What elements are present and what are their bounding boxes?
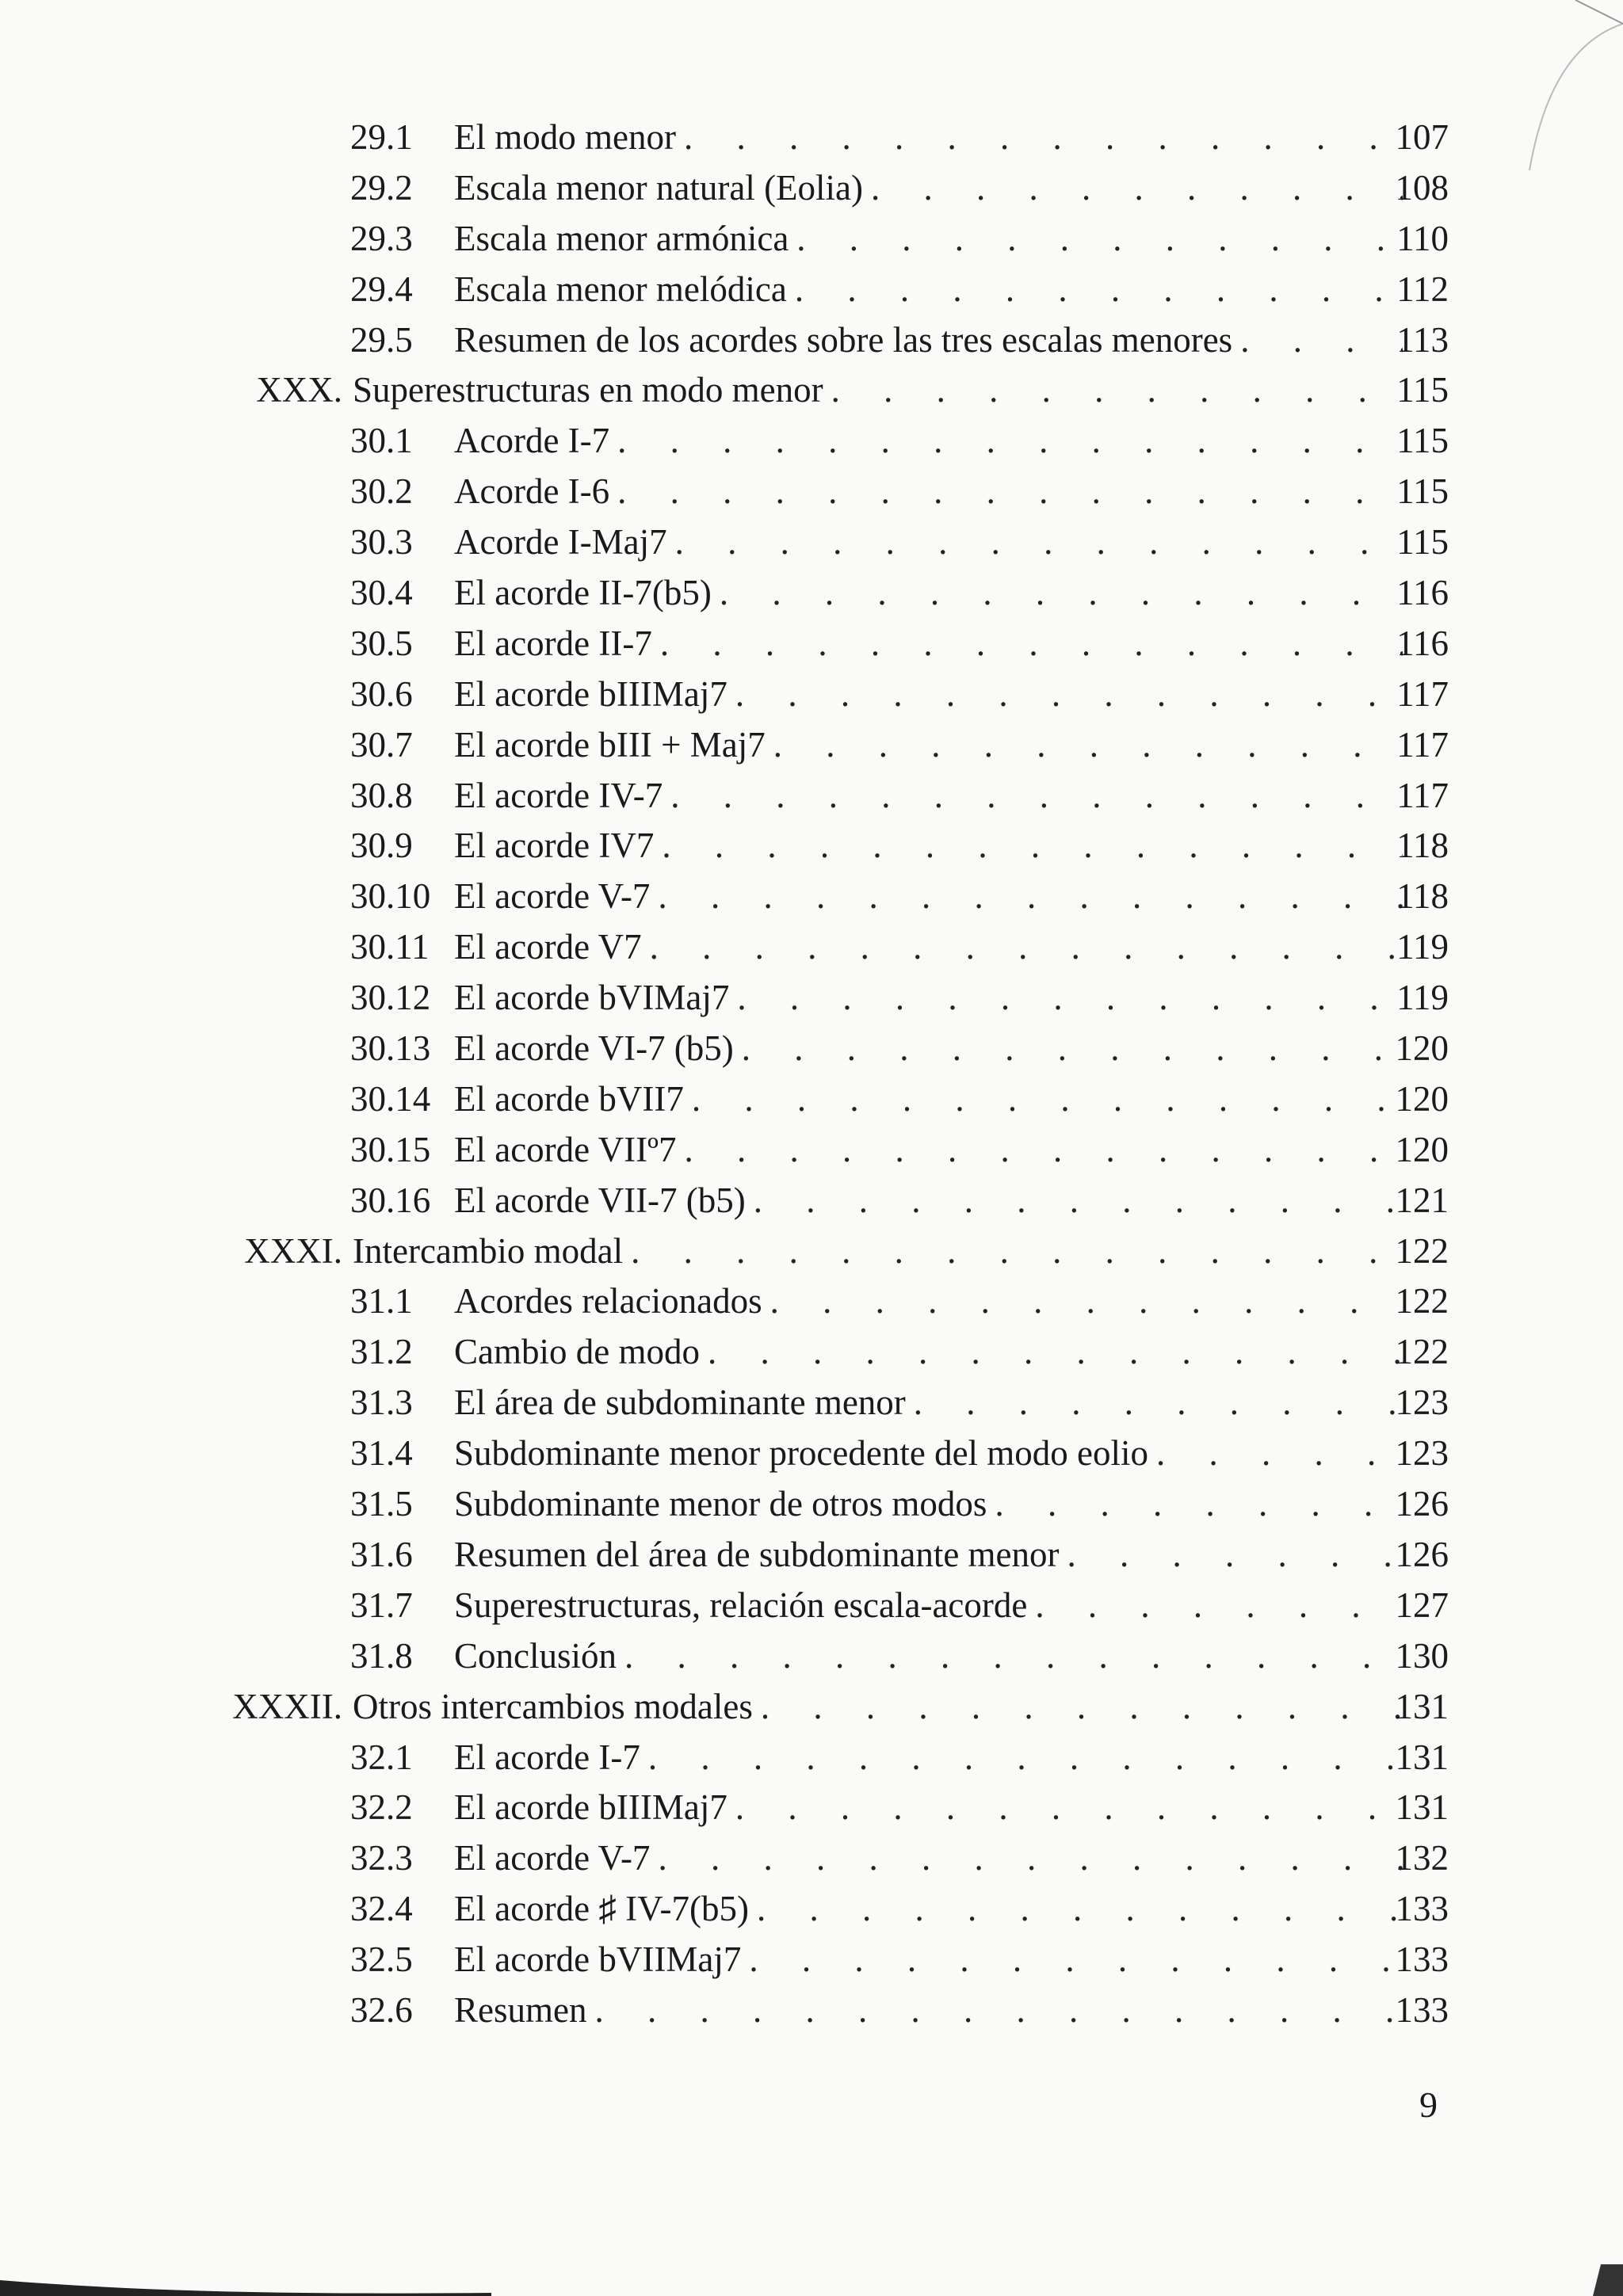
section-number: 29.3 — [350, 218, 413, 258]
page-number: 117 — [1396, 673, 1449, 714]
section-number: 29.1 — [350, 117, 413, 157]
dot-leader — [670, 771, 1403, 822]
section-number: 31.7 — [350, 1585, 413, 1625]
toc-entry[interactable] — [0, 1428, 1623, 1479]
toc-entry[interactable] — [0, 1024, 1623, 1074]
section-number: 29.5 — [350, 319, 413, 360]
table-of-contents — [0, 113, 1623, 2036]
toc-entry[interactable] — [0, 1530, 1623, 1581]
section-number: 30.2 — [350, 471, 413, 512]
section-title: Acorde I-6 — [454, 471, 610, 512]
section-title: El acorde IV7 — [454, 826, 655, 866]
page-number: 115 — [1396, 471, 1449, 512]
dot-leader — [658, 1833, 1403, 1884]
dot-leader — [995, 1479, 1403, 1530]
toc-entry[interactable] — [0, 821, 1623, 871]
section-number: 31.6 — [350, 1534, 413, 1574]
entry-leader — [454, 821, 1403, 871]
toc-entry[interactable] — [0, 669, 1623, 720]
section-title: El acorde V-7 — [454, 1838, 651, 1878]
entry-leader — [454, 1530, 1403, 1581]
page-number: 127 — [1395, 1585, 1449, 1625]
section-number: 30.7 — [350, 724, 413, 765]
page-number: 108 — [1395, 167, 1449, 208]
section-number: 30.9 — [350, 826, 413, 866]
entry-leader — [454, 1783, 1403, 1833]
entry-leader — [454, 1378, 1403, 1428]
page-number: 133 — [1395, 1939, 1449, 1980]
dot-leader — [735, 1783, 1403, 1833]
toc-entry[interactable] — [0, 1935, 1623, 1985]
dot-leader — [1240, 315, 1403, 366]
entry-leader — [454, 669, 1403, 720]
section-title: Escala menor natural (Eolia) — [454, 167, 864, 208]
section-number: 32.2 — [350, 1787, 413, 1828]
section-title: El acorde bVII7 — [454, 1078, 684, 1119]
section-number: 30.12 — [350, 978, 431, 1018]
dot-leader — [631, 1226, 1403, 1277]
toc-entry[interactable] — [0, 365, 1623, 416]
section-number: 29.4 — [350, 269, 413, 309]
section-number: 30.3 — [350, 522, 413, 563]
entry-leader — [454, 1176, 1403, 1226]
section-title: El acorde II-7 — [454, 623, 652, 663]
section-number: 30.10 — [350, 876, 431, 917]
page-number: 115 — [1396, 522, 1449, 563]
dot-leader — [871, 163, 1403, 214]
dot-leader — [684, 113, 1403, 163]
entry-leader — [454, 771, 1403, 822]
entry-leader — [454, 720, 1403, 771]
dot-leader — [660, 619, 1403, 669]
section-title: El acorde I-7 — [454, 1737, 640, 1777]
section-number: 30.14 — [350, 1078, 431, 1119]
section-number: 29.2 — [350, 167, 413, 208]
section-title: El acorde bVIMaj7 — [454, 978, 730, 1018]
section-title: Cambio de modo — [454, 1332, 700, 1372]
section-title: El acorde bIII + Maj7 — [454, 724, 766, 765]
scan-shadow-bottom — [0, 2264, 1623, 2296]
section-title: El acorde VI-7 (b5) — [454, 1028, 734, 1069]
entry-leader — [454, 517, 1403, 568]
section-title: El acorde ♯ IV-7(b5) — [454, 1889, 749, 1929]
section-title: Subdominante menor de otros modos — [454, 1484, 987, 1524]
toc-entry[interactable] — [0, 1327, 1623, 1378]
entry-leader — [454, 1074, 1403, 1125]
section-title: El área de subdominante menor — [454, 1383, 906, 1423]
section-title: El acorde V7 — [454, 927, 642, 967]
dot-leader — [720, 568, 1403, 619]
entry-leader — [454, 973, 1403, 1024]
dot-leader — [735, 669, 1403, 720]
dot-leader — [831, 365, 1403, 416]
page-number: 130 — [1395, 1635, 1449, 1676]
dot-leader — [795, 265, 1403, 315]
section-title: El acorde II-7(b5) — [454, 573, 712, 613]
section-number: XXXI. — [244, 1230, 342, 1271]
section-title: Resumen de los acordes sobre las tres escalas menores — [454, 319, 1233, 360]
entry-leader — [353, 1226, 1403, 1277]
page-number: 123 — [1395, 1433, 1449, 1474]
toc-entry[interactable] — [0, 416, 1623, 467]
toc-entry[interactable] — [0, 619, 1623, 669]
page-number: 123 — [1395, 1383, 1449, 1423]
section-number: 31.5 — [350, 1484, 413, 1524]
entry-leader — [454, 1276, 1403, 1327]
section-title: Superestructuras, relación escala-acorde — [454, 1585, 1028, 1625]
entry-leader — [454, 315, 1403, 366]
page-number: 122 — [1395, 1230, 1449, 1271]
section-title: Acorde I-Maj7 — [454, 522, 667, 563]
page-number: 120 — [1395, 1028, 1449, 1069]
entry-leader — [353, 1682, 1403, 1733]
page-number: 131 — [1395, 1737, 1449, 1777]
toc-entry[interactable] — [0, 1226, 1623, 1277]
section-number: 31.2 — [350, 1332, 413, 1372]
page-folio: 9 — [1419, 2084, 1438, 2125]
toc-entry[interactable] — [0, 1581, 1623, 1631]
toc-entry[interactable] — [0, 922, 1623, 973]
section-number: 31.3 — [350, 1383, 413, 1423]
section-title: Acorde I-7 — [454, 421, 610, 461]
toc-entry[interactable] — [0, 163, 1623, 214]
entry-leader — [454, 1631, 1403, 1682]
toc-entry[interactable] — [0, 467, 1623, 517]
section-number: 32.1 — [350, 1737, 413, 1777]
section-title: Escala menor armónica — [454, 218, 789, 258]
section-number: XXXII. — [232, 1686, 342, 1726]
toc-entry[interactable] — [0, 1985, 1623, 2036]
dot-leader — [770, 1276, 1403, 1327]
page-number: 112 — [1396, 269, 1449, 309]
toc-entry[interactable] — [0, 1479, 1623, 1530]
toc-entry[interactable] — [0, 771, 1623, 822]
toc-entry[interactable] — [0, 720, 1623, 771]
page-number: 131 — [1395, 1787, 1449, 1828]
page-number: 115 — [1396, 370, 1449, 410]
page-number: 117 — [1396, 724, 1449, 765]
entry-leader — [454, 467, 1403, 517]
page-number: 107 — [1395, 117, 1449, 157]
section-title: El acorde V-7 — [454, 876, 651, 917]
toc-entry[interactable] — [0, 1074, 1623, 1125]
dot-leader — [658, 871, 1403, 922]
section-number: 30.8 — [350, 775, 413, 815]
entry-leader — [454, 1733, 1403, 1783]
section-number: 30.4 — [350, 573, 413, 613]
page-number: 119 — [1396, 978, 1449, 1018]
dot-leader — [914, 1378, 1403, 1428]
toc-entry[interactable] — [0, 1125, 1623, 1176]
page-number: 119 — [1396, 927, 1449, 967]
section-title: Subdominante menor procedente del modo eolio — [454, 1433, 1149, 1474]
dot-leader — [650, 922, 1403, 973]
section-number: 31.4 — [350, 1433, 413, 1474]
section-number: 32.6 — [350, 1989, 413, 2030]
section-title: El acorde VIIº7 — [454, 1129, 677, 1169]
page-number: 133 — [1395, 1889, 1449, 1929]
dot-leader — [708, 1327, 1403, 1378]
section-number: 30.11 — [350, 927, 430, 967]
page-number: 115 — [1396, 421, 1449, 461]
page-number: 122 — [1395, 1281, 1449, 1322]
entry-leader — [454, 1985, 1403, 2036]
page-number: 113 — [1396, 319, 1449, 360]
page-number: 126 — [1395, 1484, 1449, 1524]
entry-leader — [454, 1428, 1403, 1479]
page-number: 133 — [1395, 1989, 1449, 2030]
section-title: Escala menor melódica — [454, 269, 787, 309]
section-title: El modo menor — [454, 117, 676, 157]
page-number: 117 — [1396, 775, 1449, 815]
section-title: Otros intercambios modales — [353, 1686, 753, 1726]
page-number: 122 — [1395, 1332, 1449, 1372]
section-title: Resumen del área de subdominante menor — [454, 1534, 1060, 1574]
entry-leader — [454, 1125, 1403, 1176]
entry-leader — [454, 265, 1403, 315]
toc-entry[interactable] — [0, 265, 1623, 315]
page-number: 116 — [1396, 573, 1449, 613]
dot-leader — [662, 821, 1403, 871]
dot-leader — [796, 214, 1403, 265]
toc-entry[interactable] — [0, 1176, 1623, 1226]
dot-leader — [754, 1176, 1403, 1226]
page-number: 120 — [1395, 1129, 1449, 1169]
dot-leader — [761, 1682, 1403, 1733]
section-number: XXX. — [256, 370, 342, 410]
dot-leader — [1156, 1428, 1403, 1479]
entry-leader — [454, 113, 1403, 163]
entry-leader — [454, 619, 1403, 669]
toc-entry[interactable] — [0, 1783, 1623, 1833]
page-number: 131 — [1395, 1686, 1449, 1726]
entry-leader — [454, 1884, 1403, 1935]
section-number: 30.5 — [350, 623, 413, 663]
section-number: 32.4 — [350, 1889, 413, 1929]
dot-leader — [648, 1733, 1403, 1783]
page-curl-edge — [1528, 0, 1623, 174]
section-title: Intercambio modal — [353, 1230, 624, 1271]
entry-leader — [454, 163, 1403, 214]
entry-leader — [454, 1327, 1403, 1378]
page-number: 132 — [1395, 1838, 1449, 1878]
section-title: El acorde VII-7 (b5) — [454, 1180, 746, 1220]
dot-leader — [737, 973, 1403, 1024]
page-number: 126 — [1395, 1534, 1449, 1574]
dot-leader — [617, 416, 1403, 467]
section-title: Acordes relacionados — [454, 1281, 762, 1322]
entry-leader — [454, 1581, 1403, 1631]
page-number: 116 — [1396, 623, 1449, 663]
entry-leader — [454, 1935, 1403, 1985]
dot-leader — [692, 1074, 1403, 1125]
dot-leader — [675, 517, 1403, 568]
section-title: El acorde bIIIMaj7 — [454, 1787, 727, 1828]
section-number: 30.6 — [350, 673, 413, 714]
page-number: 110 — [1396, 218, 1449, 258]
page-number: 121 — [1395, 1180, 1449, 1220]
section-number: 32.5 — [350, 1939, 413, 1980]
section-number: 30.16 — [350, 1180, 431, 1220]
dot-leader — [685, 1125, 1403, 1176]
toc-entry[interactable] — [0, 1884, 1623, 1935]
entry-leader — [353, 365, 1403, 416]
toc-entry[interactable] — [0, 214, 1623, 265]
section-title: Conclusión — [454, 1635, 617, 1676]
toc-entry[interactable] — [0, 315, 1623, 366]
section-number: 32.3 — [350, 1838, 413, 1878]
dot-leader — [624, 1631, 1403, 1682]
entry-leader — [454, 1833, 1403, 1884]
dot-leader — [1067, 1530, 1403, 1581]
dot-leader — [617, 467, 1403, 517]
section-title: El acorde bVIIMaj7 — [454, 1939, 742, 1980]
section-number: 30.13 — [350, 1028, 431, 1069]
toc-entry[interactable] — [0, 568, 1623, 619]
toc-entry[interactable] — [0, 517, 1623, 568]
entry-leader — [454, 871, 1403, 922]
dot-leader — [749, 1935, 1403, 1985]
toc-entry[interactable] — [0, 1682, 1623, 1733]
toc-entry[interactable] — [0, 1276, 1623, 1327]
dot-leader — [1035, 1581, 1403, 1631]
section-title: Superestructuras en modo menor — [353, 370, 823, 410]
entry-leader — [454, 1024, 1403, 1074]
dot-leader — [757, 1884, 1403, 1935]
toc-entry[interactable] — [0, 871, 1623, 922]
page-number: 120 — [1395, 1078, 1449, 1119]
entry-leader — [454, 214, 1403, 265]
dot-leader — [742, 1024, 1403, 1074]
entry-leader — [454, 922, 1403, 973]
toc-entry[interactable] — [0, 113, 1623, 163]
entry-leader — [454, 416, 1403, 467]
section-number: 30.1 — [350, 421, 413, 461]
page-number: 118 — [1396, 876, 1449, 917]
toc-entry[interactable] — [0, 1631, 1623, 1682]
toc-entry[interactable] — [0, 1833, 1623, 1884]
section-title: Resumen — [454, 1989, 587, 2030]
toc-entry[interactable] — [0, 1378, 1623, 1428]
toc-entry[interactable] — [0, 973, 1623, 1024]
section-title: El acorde IV-7 — [454, 775, 663, 815]
section-number: 31.8 — [350, 1635, 413, 1676]
section-number: 30.15 — [350, 1129, 431, 1169]
dot-leader — [773, 720, 1403, 771]
entry-leader — [454, 568, 1403, 619]
section-title: El acorde bIIIMaj7 — [454, 673, 727, 714]
section-number: 31.1 — [350, 1281, 413, 1322]
toc-entry[interactable] — [0, 1733, 1623, 1783]
entry-leader — [454, 1479, 1403, 1530]
dot-leader — [594, 1985, 1403, 2036]
page-number: 118 — [1396, 826, 1449, 866]
